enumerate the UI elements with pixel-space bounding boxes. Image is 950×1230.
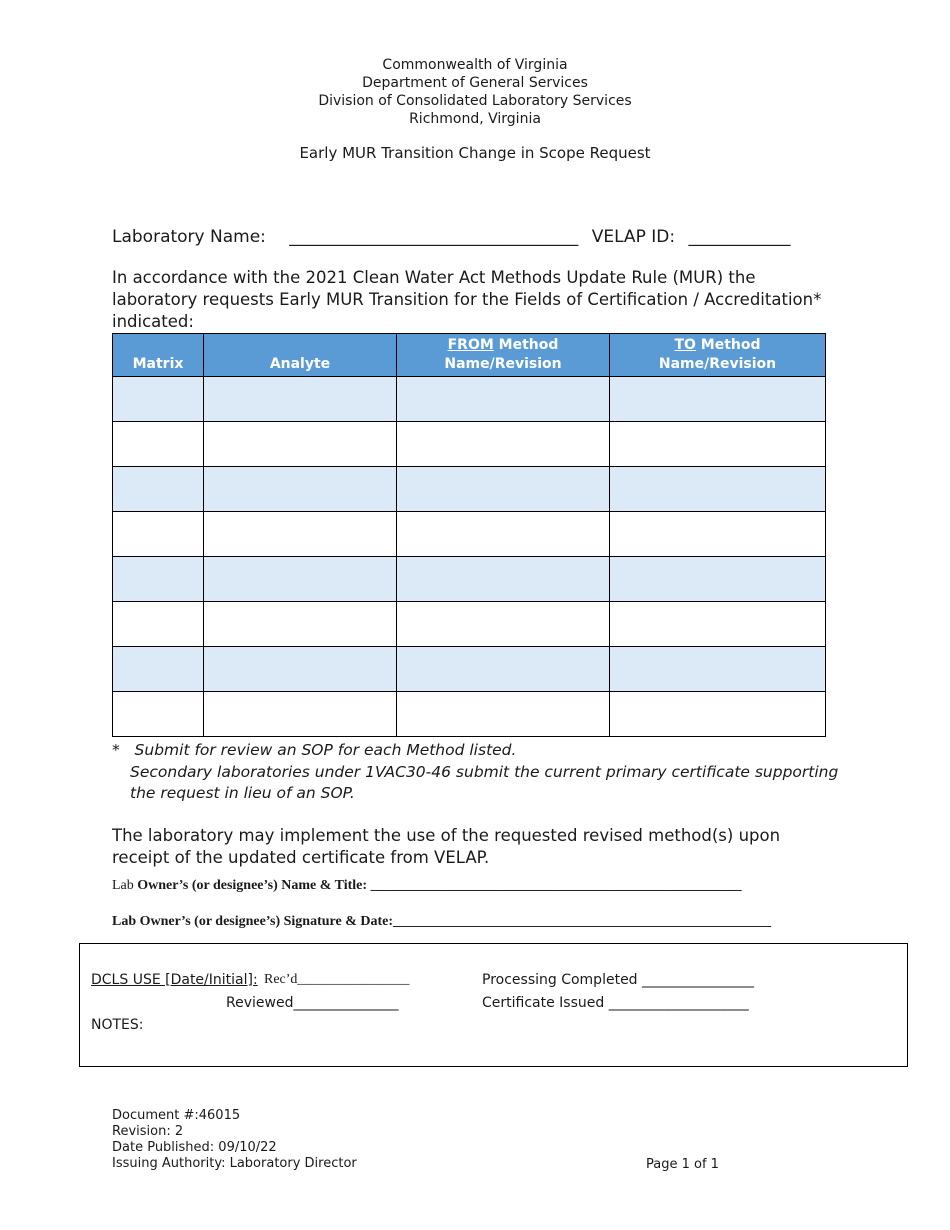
cell-analyte[interactable] [204,692,397,737]
dcls-notes-label: NOTES: [91,1017,144,1033]
cell-matrix[interactable] [113,512,204,557]
form-title: Early MUR Transition Change in Scope Request [299,144,651,162]
dcls-processing-field[interactable]: Processing Completed ________________ [482,972,755,988]
cell-from-method[interactable] [397,422,610,467]
from-method-line2: Name/Revision [444,356,562,372]
header-line-division: Division of Consolidated Laboratory Services [318,93,632,109]
cell-analyte[interactable] [204,512,397,557]
velap-id-label: VELAP ID: [591,227,676,247]
cell-analyte[interactable] [204,647,397,692]
agency-header [0,56,950,128]
to-emphasis: TO [674,337,696,353]
to-method-line2: Name/Revision [658,356,777,372]
cell-analyte[interactable] [204,422,397,467]
dcls-recd-field[interactable]: Rec’d________________ [264,972,410,987]
col-header-matrix: Matrix [113,334,204,377]
footnote-line-lieu: the request in lieu of an SOP. [130,784,355,802]
cell-from-method[interactable] [397,602,610,647]
cell-from-method[interactable] [397,647,610,692]
cell-analyte[interactable] [204,377,397,422]
page-number: Page 1 of 1 [646,1157,719,1172]
cell-to-method[interactable] [610,377,826,422]
footnote-asterisk: * [112,741,120,759]
cell-matrix[interactable] [113,602,204,647]
cell-to-method[interactable] [610,467,826,512]
footer-issuing-authority: Issuing Authority: Laboratory Director [112,1156,357,1171]
cell-matrix[interactable] [113,647,204,692]
footnote [112,740,838,805]
cell-to-method[interactable] [610,692,826,737]
footnote-line-sop: Submit for review an SOP for each Method listed. [134,741,517,759]
document-footer [112,1108,357,1172]
col-header-to-method [610,334,826,377]
lab-name-label: Laboratory Name: [112,227,266,247]
dcls-reviewed-field[interactable]: Reviewed_______________ [226,995,399,1011]
table-header-row [113,334,826,377]
footer-date-published: Date Published: 09/10/22 [112,1140,277,1155]
table-row [113,422,826,467]
header-line-city: Richmond, Virginia [409,111,541,127]
owner-signature-label: Lab Owner’s (or designee’s) Signature & Date: [112,914,394,929]
cell-from-method[interactable] [397,512,610,557]
table-row [113,602,826,647]
velap-id-field[interactable]: ____________ [688,227,791,247]
footer-revision: Revision: 2 [112,1124,184,1139]
owner-name-row [112,878,742,894]
col-header-analyte: Analyte [204,334,397,377]
cell-to-method[interactable] [610,647,826,692]
cell-to-method[interactable] [610,422,826,467]
cell-from-method[interactable] [397,692,610,737]
cell-from-method[interactable] [397,377,610,422]
header-line-department: Department of General Services [362,75,588,91]
cell-to-method[interactable] [610,602,826,647]
dcls-use-label: DCLS USE [Date/Initial]: [91,972,258,988]
col-header-from-method [397,334,610,377]
table-row [113,692,826,737]
header-line-commonwealth: Commonwealth of Virginia [382,57,568,73]
table-row [113,377,826,422]
lab-name-field[interactable]: __________________________________ [289,227,579,247]
to-method-text: Method [695,337,761,353]
cell-analyte[interactable] [204,602,397,647]
cell-from-method[interactable] [397,467,610,512]
cell-analyte[interactable] [204,467,397,512]
table-row [113,557,826,602]
cell-matrix[interactable] [113,692,204,737]
intro-paragraph: In accordance with the 2021 Clean Water Act Methods Update Rule (MUR) the laboratory requests Early MUR Transition for the Fields of Certification / Accreditation* indicated: [112,268,822,331]
implement-paragraph: The laboratory may implement the use of the requested revised method(s) upon receipt of the updated certificate from VELAP. [112,826,781,867]
table-row [113,647,826,692]
cell-to-method[interactable] [610,512,826,557]
cell-analyte[interactable] [204,557,397,602]
owner-signature-row [112,914,771,930]
footnote-line-secondary: Secondary laboratories under 1VAC30-46 submit the current primary certificate supporting [130,762,839,781]
cell-matrix[interactable] [113,377,204,422]
owner-name-label: Owner’s (or designee’s) Name & Title: [133,878,368,893]
dcls-certificate-field[interactable]: Certificate Issued ____________________ [482,995,749,1011]
from-method-text: Method [493,337,559,353]
cell-from-method[interactable] [397,557,610,602]
cell-to-method[interactable] [610,557,826,602]
owner-signature-field[interactable]: ______________________________________________________ [393,914,772,929]
cell-matrix[interactable] [113,557,204,602]
cell-matrix[interactable] [113,467,204,512]
cell-matrix[interactable] [113,422,204,467]
lab-id-row [112,227,790,247]
table-row [113,512,826,557]
scope-table [112,333,826,737]
from-emphasis: FROM [447,337,494,353]
footer-document-number: Document #:46015 [112,1108,241,1123]
owner-name-field[interactable]: _____________________________________________________ [367,878,742,893]
owner-name-prefix: Lab [112,878,134,893]
table-row [113,467,826,512]
